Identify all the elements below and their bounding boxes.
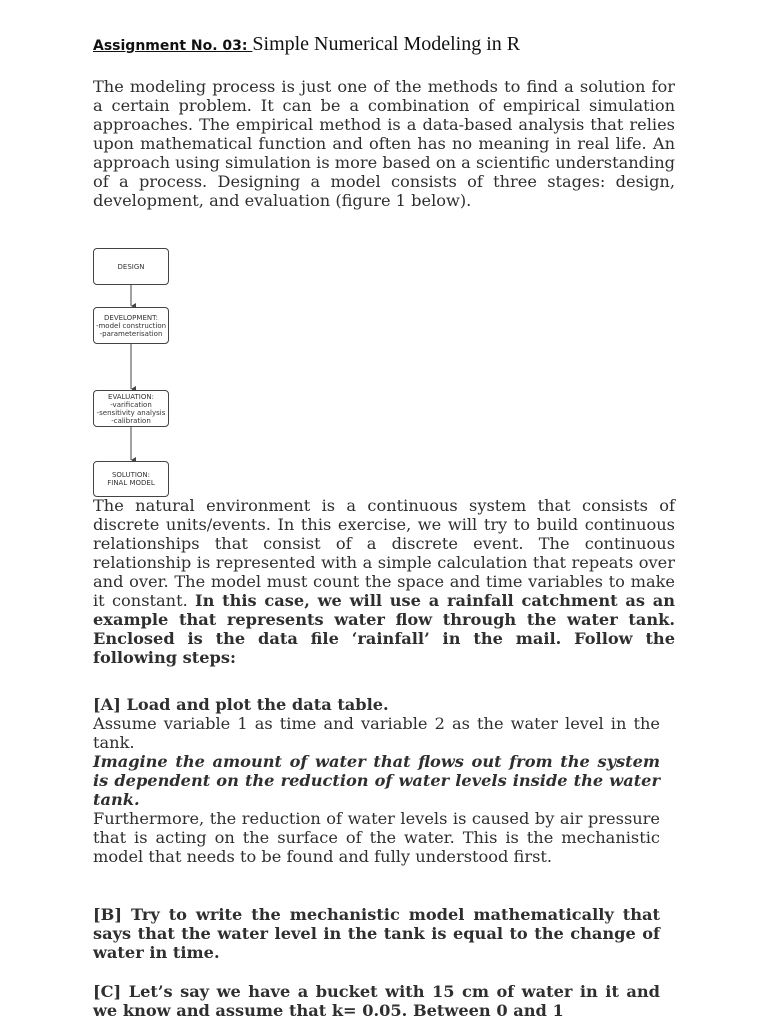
natural-text: The natural environment is a continuous system that consists of discrete units/events. In this exercise, we will try to build continuous relationships that consist of a discrete event. The continuous relationship is represented with a simple calculation that repeats over and over. The model must count the space and time variables to make it constant. [93, 496, 675, 610]
evaluation-item: -sensitivity analysis [96, 408, 166, 417]
intro-paragraph: The modeling process is just one of the methods to find a solution for a certain problem. It can be a combination of empirical simulation approaches. The empirical method is a data-based analysis that relies upon mathematical function and often has no meaning in real life. An approach using simulation is more based on a scientific understanding of a process. Designing a model consists of three stages: design, development, and evaluation (figure 1 below). [93, 77, 675, 210]
assignment-title: Simple Numerical Modeling in R [252, 33, 521, 55]
development-item: -model construction [95, 321, 167, 330]
solution-item: FINAL MODEL [107, 479, 155, 487]
natural-bold-text: In this case, we will use a rainfall catchment as an example that represents water flow through the water tank. Enclosed is the data file ‘rainfall’ in the mail. Follow the following steps: [93, 591, 675, 667]
solution-label: SOLUTION: [111, 471, 151, 479]
assignment-number: Assignment No. 03: [93, 38, 253, 54]
development-item: -parameterisation [99, 329, 163, 338]
design-label: DESIGN [117, 262, 145, 271]
document-title [93, 33, 520, 56]
step-a-italic: Imagine the amount of water that flows out from the system is dependent on the reduction of water levels inside the water tank. [93, 752, 660, 809]
evaluation-box [93, 390, 169, 427]
solution-box [93, 461, 169, 497]
evaluation-item: -calibration [111, 416, 151, 425]
modeling-flowchart [93, 247, 169, 497]
evaluation-item: -varification [110, 400, 152, 409]
step-a-body: Furthermore, the reduction of water levels is caused by air pressure that is acting on the surface of the water. This is the mechanistic model that needs to be found and fully understood first. [93, 809, 660, 866]
step-a-line: Assume variable 1 as time and variable 2 as the water level in the tank. [93, 714, 660, 752]
evaluation-label: EVALUATION: [108, 392, 154, 401]
development-box [93, 307, 169, 344]
step-b: [B] Try to write the mechanistic model mathematically that says that the water level in the tank is equal to the change of water in time. [93, 905, 660, 962]
step-c: [C] Let’s say we have a bucket with 15 cm of water in it and we know and assume that k= 0.05. Between 0 and 1 [93, 982, 660, 1020]
development-label: DEVELOPMENT: [104, 313, 158, 322]
step-a-heading: [A] Load and plot the data table. [93, 695, 389, 714]
design-box [93, 248, 169, 285]
natural-environment-paragraph [93, 496, 675, 667]
